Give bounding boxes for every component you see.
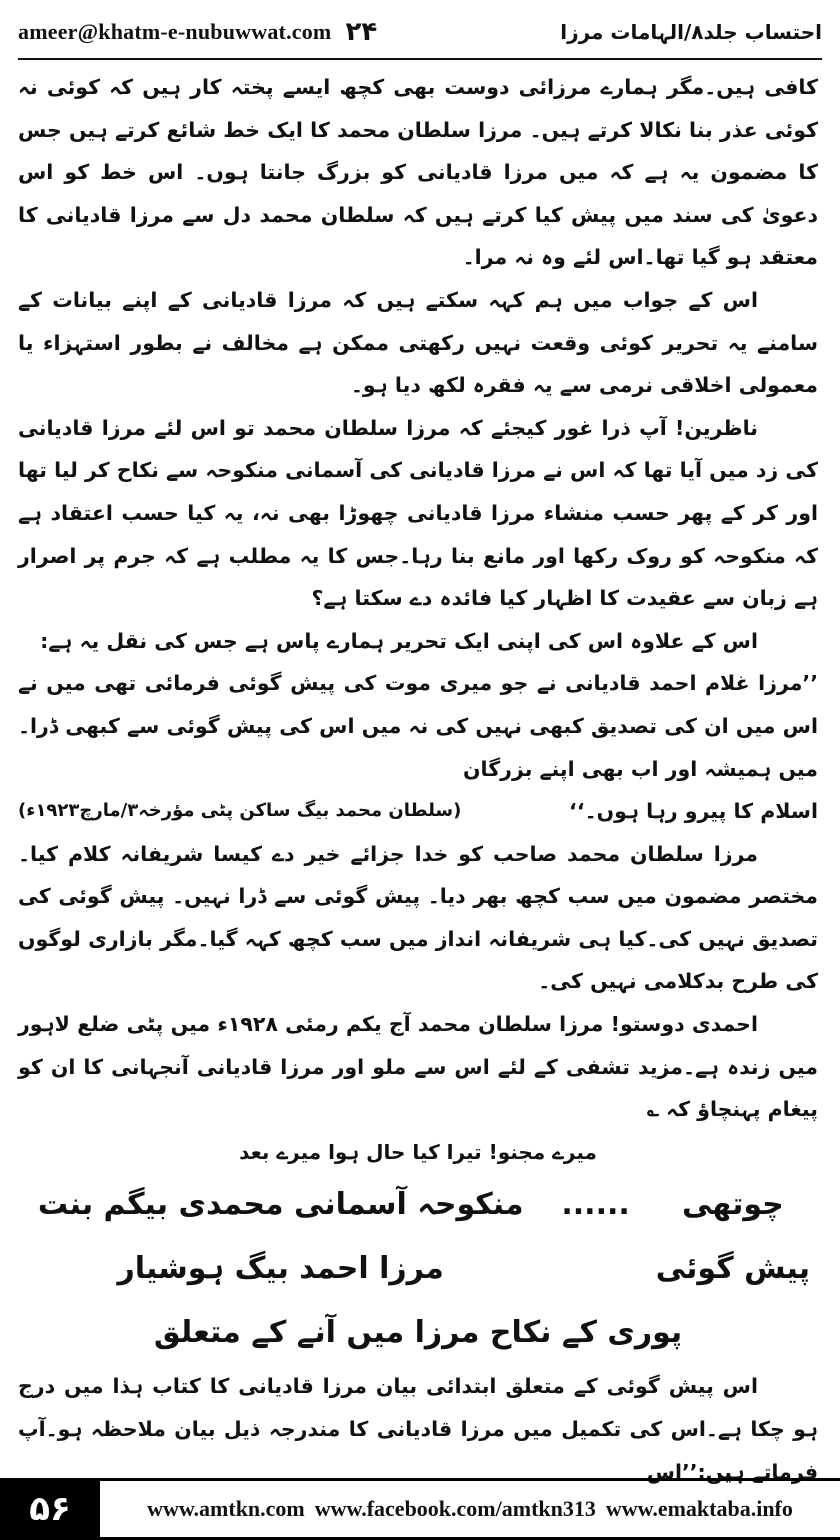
heading-part-1: چوتھی پیش گوئی (655, 1187, 810, 1287)
paragraph-6: احمدی دوستو! مرزا سلطان محمد آج یکم رمئی ۱۹۲۸ء میں پٹی ضلع لاہور میں زندہ ہے۔مزید تشفی کے لئے اس سے ملو اور مرزا قادیانی آنجہانی کا ان کو پیغام پہنچاؤ کہ ؎ (18, 1012, 818, 1122)
quotation: ’’مرزا غلام احمد قادیانی نے جو میری موت کی پیش گوئی فرمائی تھی میں نے اس میں ان کی تصدیق کبھی نہیں کی نہ میں اس کی پیش گوئی سے کبھی ڈرا۔میں ہمیشہ اور اب بھی اپنے بزرگان (18, 671, 818, 781)
header-email: ameer@khatm-e-nubuwwat.com (18, 19, 332, 44)
paragraph-5: مرزا سلطان محمد صاحب کو خدا جزائے خیر دے کیسا شریفانہ کلام کیا۔مختصر مضمون میں سب کچھ بھر دیا۔ پیش گوئی سے ڈرا نہیں۔ پیش گوئی کی تصدیق نہیں کی۔کیا ہی شریفانہ انداز میں سب کچھ کہہ گیا۔مگر بازاری لوگوں کی طرح بدکلامی نہیں کی۔ (18, 841, 818, 994)
heading-part-2: منکوحہ آسمانی محمدی بیگم بنت مرزا احمد بیگ ہوشیار (37, 1187, 524, 1287)
section-heading (18, 1173, 818, 1365)
header-left (18, 17, 377, 47)
paragraph-2: اس کے جواب میں ہم کہہ سکتے ہیں کہ مرزا قادیانی کے اپنے بیانات کے سامنے یہ تحریر کوئی وقعت نہیں رکھتی ممکن ہے مخالف نے بطور استہزاء یا معمولی اخلاقی نرمی سے یہ فقرہ لکھ دیا ہو۔ (18, 287, 818, 398)
header-book-title: احتساب جلد۸/الہامات مرزا (560, 20, 822, 44)
paragraph-3: ناظرین! آپ ذرا غور کیجئے کہ مرزا سلطان محمد تو اس لئے مرزا قادیانی کی زد میں آیا تھا کہ اس نے مرزا قادیانی کی آسمانی منکوحہ سے نکاح کر لیا تھا اور کر کے پھر حسب منشاء مرزا قادیانی چھوڑا بھی نہ، یہ کیا حسب اعتقاد ہے کہ منکوحہ کو روک رکھا اور مانع بنا رہا۔جس کا یہ مطلب ہے کہ جرم پر اصرار ہے زبان سے عقیدت کا اظہار کیا فائدہ دے سکتا ہے؟ (18, 415, 818, 611)
header-divider (18, 58, 822, 60)
heading-row-1 (18, 1173, 818, 1301)
heading-separator: ...... (561, 1187, 630, 1223)
page-header (18, 10, 822, 54)
quotation-end: اسلام کا پیرو رہا ہوں۔‘‘ (569, 799, 818, 824)
footer-links (100, 1478, 840, 1540)
paragraph-4: اس کے علاوہ اس کی اپنی ایک تحریر ہمارے پاس ہے جس کی نقل یہ ہے: (40, 628, 758, 653)
page-body (18, 66, 818, 1484)
heading-row-2: پوری کے نکاح مرزا میں آنے کے متعلق (153, 1315, 683, 1351)
verse-line: میرے مجنو! تیرا کیا حال ہوا میرے بعد (239, 1139, 597, 1164)
header-page-number: ۲۴ (345, 17, 378, 47)
footer-link-facebook[interactable]: www.facebook.com/amtkn313 (314, 1496, 596, 1521)
quotation-end-line (18, 790, 818, 833)
footer-link-amtkn[interactable]: www.amtkn.com (147, 1496, 305, 1521)
citation: (سلطان محمد بیگ ساکن پٹی مؤرخہ۳/مارچ۱۹۲۳ء) (18, 800, 462, 822)
footer-link-emaktaba[interactable]: www.emaktaba.info (605, 1496, 793, 1521)
footer-page-number: ۵۶ (0, 1478, 100, 1540)
page-footer (0, 1478, 840, 1540)
paragraph-1: کافی ہیں۔مگر ہمارے مرزائی دوست بھی کچھ ایسے پختہ کار ہیں کہ کوئی نہ کوئی عذر بنا نکالا کرتے ہیں۔ مرزا سلطان محمد کا ایک خط شائع کرتے ہیں جس کا مضمون یہ ہے کہ میں مرزا قادیانی کو بزرگ جانتا ہوں۔ اس خط کو اس دعویٰ کی سند میں پیش کیا کرتے ہیں کہ سلطان محمد دل سے مرزا قادیانی کا معتقد ہو گیا تھا۔اس لئے وہ نہ مرا۔ (18, 75, 818, 270)
paragraph-7: اس پیش گوئی کے متعلق ابتدائی بیان مرزا قادیانی کا کتاب ہذا میں درج ہو چکا ہے۔اس کی تکمیل میں مرزا قادیانی کا مندرجہ ذیل بیان ملاحظہ ہو۔آپ فرماتے ہیں:’’اس (18, 1374, 818, 1484)
